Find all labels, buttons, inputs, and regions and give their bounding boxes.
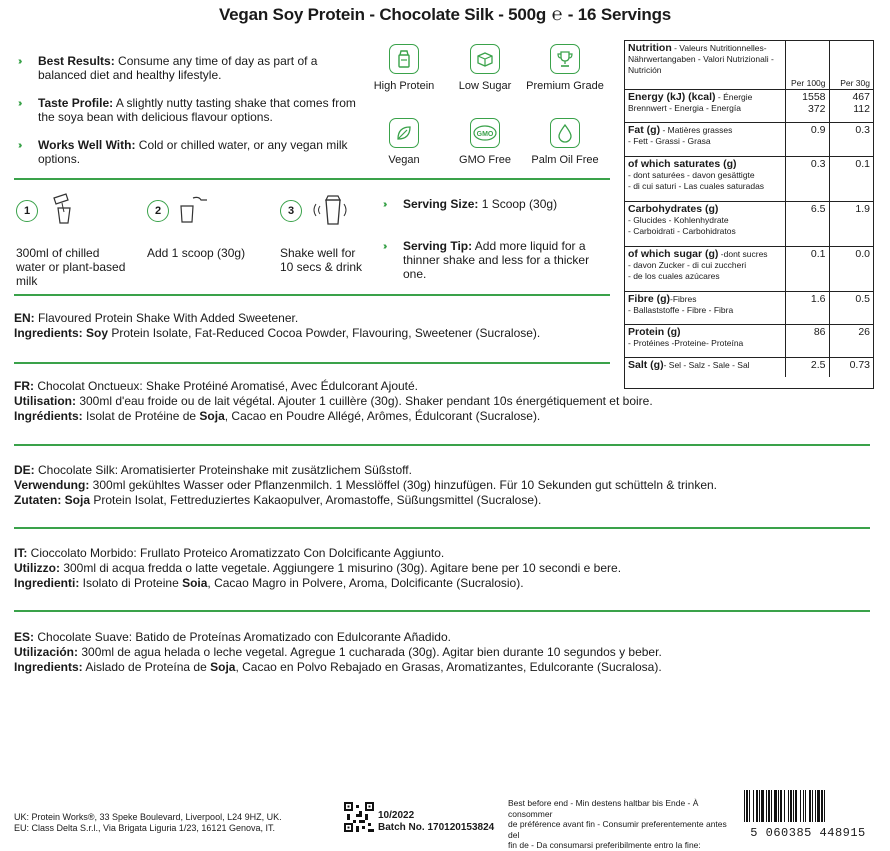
oil-drop-icon (550, 118, 580, 148)
step-1: 1 300ml of chilled water or plant-based milk (16, 200, 126, 288)
batch-info: 10/2022 Batch No. 170120153824 (378, 810, 495, 833)
double-chevron-icon: ›››› (383, 241, 385, 252)
estimated-sign: ℮ (551, 4, 563, 24)
barcode-bars-icon (742, 790, 874, 822)
divider (14, 527, 870, 529)
divider (14, 362, 610, 364)
svg-text:GMO: GMO (476, 131, 494, 138)
badge-palm-oil-free: Palm Oil Free (520, 118, 610, 166)
nutrition-row-salt: Salt (g)- Sel - Salz - Sale - Sal 2.5 0.73 (625, 357, 873, 377)
divider (14, 294, 610, 296)
page-title: Vegan Soy Protein - Chocolate Silk - 500g ℮ - 16 Servings (218, 4, 672, 24)
divider (14, 610, 870, 612)
nutrition-row-protein: Protein (g) - Protéines -Proteine- Proteína 86 26 (625, 324, 873, 357)
leaf-icon (389, 118, 419, 148)
lang-block-es: ES: Chocolate Suave: Batido de Proteínas Aromatizado con Edulcorante Añadido. Utilización: 300ml de agua helada o leche vegetal. Agregue 1 cucharada (30g). Agitar bien durante 10 segundos y beber. Ingredients: Aislado de Proteína de Soja, Cacao en Polvo Rebajado en Grasas, Aromatizantes, Edulcorante (Sucralosa). (14, 630, 662, 674)
nutrition-row-energy: Energy (kJ) (kcal) - Énergie Brennwert - Energia - Energía 1558 372 467 112 (625, 89, 873, 122)
badge-premium-grade: Premium Grade (520, 44, 610, 92)
nutrition-row-fat: Fat (g) - Matières grasses - Fett - Grassi - Grasa 0.9 0.3 (625, 122, 873, 156)
scoop-icon (177, 194, 215, 227)
double-chevron-icon: ›››› (383, 199, 385, 210)
step-3: 3 Shake well for 10 secs & drink (280, 200, 372, 274)
serving-tip: ›››› Serving Tip: Add more liquid for a thinner shake and less for a thicker one. (383, 239, 590, 281)
double-chevron-icon: ›››› (18, 140, 20, 151)
nutrition-row-saturates: of which saturates (g) - dont saturées - davon gesättigte - di cui saturi - Las cuales saturadas 0.3 0.1 (625, 156, 873, 201)
badge-gmo-free: GMO GMO Free (440, 118, 530, 166)
barcode: 5 060385 448915 (742, 790, 874, 836)
lang-block-fr: FR: Chocolat Onctueux: Shake Protéiné Aromatisé, Avec Édulcorant Ajouté. Utilisation: 300ml d'eau froide ou de lait végétal. Ajouter 1 cuillère (30g). Shaker pendant 10s énergétiquement et boire. Ingrédients: Isolat de Protéine de Soja, Cacao en Poudre Allégé, Arômes, Édulcorant (Sucralose). (14, 379, 653, 423)
protein-shaker-icon (389, 44, 419, 74)
lang-block-de: DE: Chocolate Silk: Aromatisierter Proteinshake mit zusätzlichem Süßstoff. Verwendung: 300ml gekühltes Wasser oder Pflanzenmilch. 1 Messlöffel (30g) hinzufügen. Für 10 Sekunden gut schütteln & trinken. Zutaten: Soja Protein Isolat, Fettreduziertes Kakaopulver, Aromastoffe, Süßungsmittel (Sucralose). (14, 463, 718, 507)
badge-high-protein: High Protein (359, 44, 449, 92)
nutrition-row-carbohydrates: Carbohydrates (g) - Glucides - Kohlenhydrate - Carboidrati - Carbohidratos 6.5 1.9 (625, 201, 873, 246)
pour-liquid-icon (46, 194, 84, 227)
nutrition-table (624, 40, 874, 389)
feature-works-well-with: ›››› Works Well With: Cold or chilled water, or any vegan milk options. (18, 138, 348, 166)
divider (14, 444, 870, 446)
qr-code-icon (344, 802, 374, 832)
nutrition-header-row: Nutrition - Valeurs Nutritionnelles- Nährwertangaben - Valori Nutrizionali - Nutrición Per 100g Per 30g (625, 41, 873, 89)
lang-block-en: EN: Flavoured Protein Shake With Added Sweetener. Ingredients: Soy Protein Isolate, Fat-Reduced Cocoa Powder, Flavouring, Sweetener (Sucralose). (14, 311, 541, 340)
best-before-text: Best before end - Min destens haltbar bis Ende - À consommer de préférence avant fin - Consumir preferentemente antes del fin de - Da consumarsi preferibilmente entro la fine: (508, 798, 727, 850)
gmo-icon (470, 118, 500, 148)
nutrition-row-sugar: of which sugar (g) -dont sucres - davon Zucker - di cui zuccheri - de los cuales azúcares 0.1 0.0 (625, 246, 873, 291)
trophy-icon (550, 44, 580, 74)
feature-best-results: ›››› Best Results: Consume any time of day as part of a balanced diet and healthy lifestyle. (18, 54, 318, 82)
badge-low-sugar: Low Sugar (440, 44, 530, 92)
serving-size: ›››› Serving Size: 1 Scoop (30g) (383, 197, 558, 211)
badge-vegan: Vegan (359, 118, 449, 166)
double-chevron-icon: ›››› (18, 56, 20, 67)
sugar-cube-icon (470, 44, 500, 74)
shake-icon (310, 194, 350, 229)
feature-taste-profile: ›››› Taste Profile: A slightly nutty tasting shake that comes from the soya bean with delicious flavour options. (18, 96, 356, 124)
double-chevron-icon: ›››› (18, 98, 20, 109)
divider (14, 178, 610, 180)
nutrition-row-fibre: Fibre (g)-Fibres - Ballaststoffe - Fibre - Fibra 1.6 0.5 (625, 291, 873, 324)
lang-block-it: IT: Cioccolato Morbido: Frullato Proteico Aromatizzato Con Dolcificante Aggiunto. Utilizzo: 300ml di acqua fredda o latte vegetale. Aggiungere 1 misurino (30g). Agitare bene per 10 secondi e bere. Ingredienti: Isolato di Proteine Soia, Cacao Magro in Polvere, Aroma, Dolcificante (Sucralosio). (14, 546, 622, 590)
footer-address: UK: Protein Works®, 33 Speke Boulevard, Liverpool, L24 9HZ, UK. EU: Class Delta S.r.l., Via Brigata Liguria 1/23, 16121 Genova, IT. (14, 812, 282, 833)
step-2: 2 Add 1 scoop (30g) (147, 200, 257, 260)
